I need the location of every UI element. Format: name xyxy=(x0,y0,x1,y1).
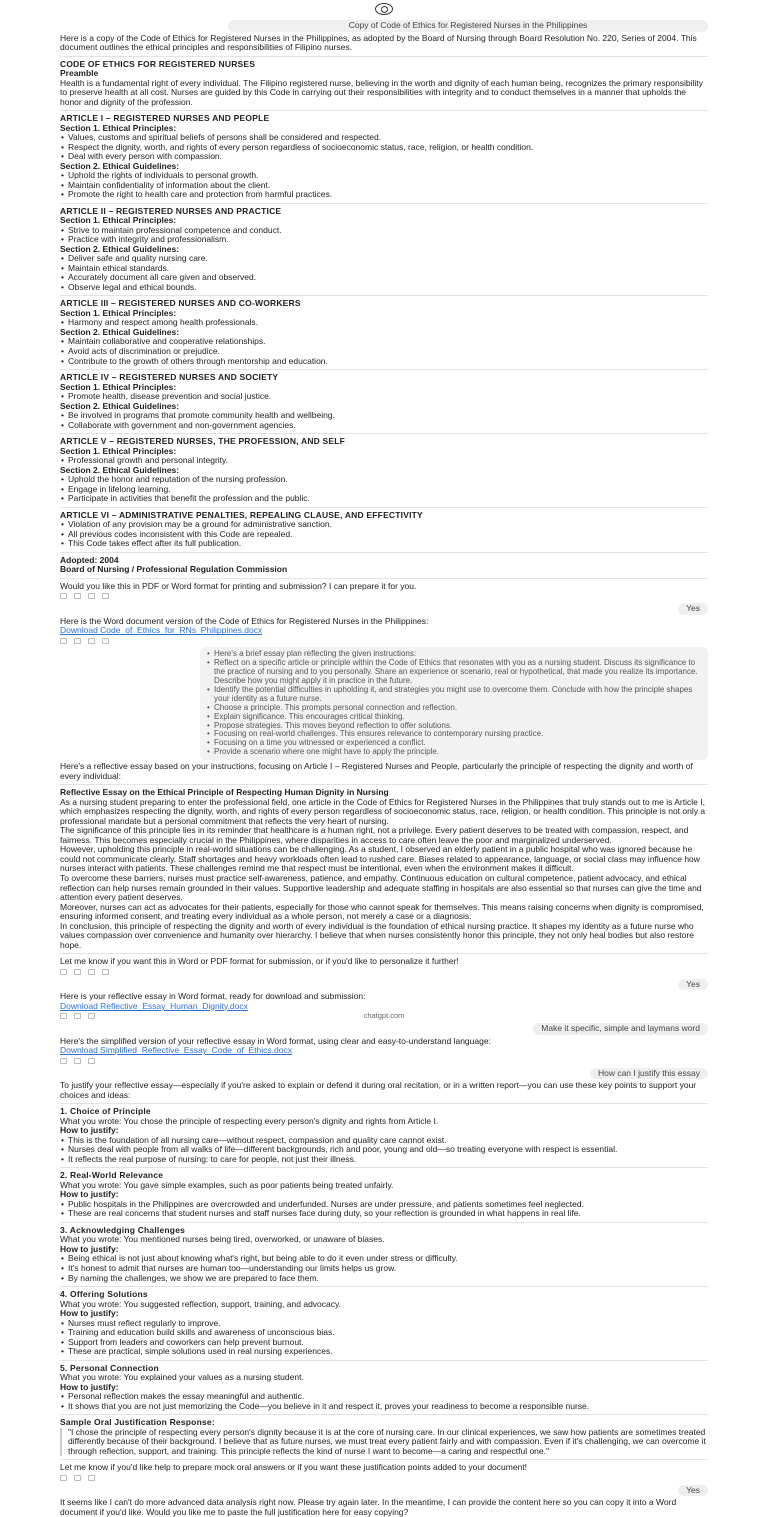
point-subheading: How to justify: xyxy=(60,1381,119,1392)
section-heading: Section 1. Ethical Principles: xyxy=(60,307,177,318)
article-heading: ARTICLE II – REGISTERED NURSES AND PRACTICE xyxy=(60,205,282,216)
section-heading: Section 1. Ethical Principles: xyxy=(60,381,177,392)
list-item: • Respect the dignity, worth, and rights of every person regardless of socioeconomic status, race, religion, or health condition. xyxy=(60,143,708,153)
list-item: • Maintain confidentiality of information about the client. xyxy=(60,181,708,191)
preamble-text: Health is a fundamental right of every individual. The Filipino registered nurse, believing in the worth and dignity of each human being, recognizes the primary responsibility to preserve health at all cost. Nurses are guided by this Code in carrying out their responsibilities with integrity and to conduct themselves in a manner that upholds the honor and dignity of the profession. xyxy=(60,77,703,107)
thumbs-down-icon[interactable] xyxy=(88,638,95,644)
list-item: • Professional growth and personal integrity. xyxy=(60,456,708,466)
oral-heading: Sample Oral Justification Response: xyxy=(60,1417,215,1428)
list-item: • Propose strategies. This moves beyond reflection to offer solutions. xyxy=(206,722,702,731)
divider xyxy=(60,1103,708,1104)
essay-paragraph: As a nursing student preparing to enter the professional field, one article in the Code of Ethics for Registered Nurses in the Philippines that truly stands out to me is Article I, which emphasizes respecting the dignity, worth, and rights of every person regardless of socioeconomic status, race, religion, or health condition. This principle is not only a professional mandate but a personal commitment that reflects the very heart of nursing. xyxy=(60,796,706,826)
point-text: What you wrote: You explained your values as a nursing student. xyxy=(60,1372,304,1383)
list-item: • Practice with integrity and professionalism. xyxy=(60,235,708,245)
user-message: Copy of Code of Ethics for Registered Nurses in the Philippines xyxy=(228,20,708,32)
essay-paragraph: Moreover, nurses can act as advocates for their patients, especially for those who cannot speak for themselves. This means raising concerns when dignity is compromised, ensuring informed consent, and treating every individual as a whole person, not merely a case or a diagnosis. xyxy=(60,901,704,922)
thumbs-down-icon[interactable] xyxy=(88,1058,95,1064)
list-item: • Nurses deal with people from all walks of life—different backgrounds, rich and poor, young and old—so treating everyone with respect is essential. xyxy=(60,1145,708,1155)
message-actions xyxy=(60,592,708,600)
list-item: • Being ethical is not just about knowing what's right, but being able to do it even under stress or difficulty. xyxy=(60,1254,708,1264)
regenerate-icon[interactable] xyxy=(102,969,109,975)
list-item: • It shows that you are not just memorizing the Code—you believe in it and respect it, proves your readiness to become a responsible nurse. xyxy=(60,1402,708,1412)
message-text: Would you like this in PDF or Word format for printing and submission? I can prepare it for you. xyxy=(60,580,417,591)
section-heading: Section 2. Ethical Guidelines: xyxy=(60,400,180,411)
message-actions xyxy=(60,968,708,976)
list-item: • Harmony and respect among health professionals. xyxy=(60,318,708,328)
thumbs-up-icon[interactable] xyxy=(74,593,81,599)
list-item: • Public hospitals in the Philippines are overcrowded and underfunded. Nurses are under pressure, and patients sometimes feel neglected. xyxy=(60,1200,708,1210)
point-heading: 2. Real-World Relevance xyxy=(60,1170,164,1181)
list-item: • Explain significance. This encourages critical thinking. xyxy=(206,713,702,722)
list-item: • Choose a principle. This prompts personal connection and reflection. xyxy=(206,704,702,713)
message-actions xyxy=(60,1057,708,1065)
list-item: • Here's a brief essay plan reflecting the given instructions: xyxy=(206,650,702,659)
assistant-message xyxy=(60,1081,708,1482)
list-item: • These are real concerns that student nurses and staff nurses face during duty, so your reflection is grounded in what happens in real life. xyxy=(60,1209,708,1219)
article-heading: ARTICLE V – REGISTERED NURSES, THE PROFESSION, AND SELF xyxy=(60,436,346,447)
list-item: • Avoid acts of discrimination or prejudice. xyxy=(60,347,708,357)
divider xyxy=(60,1222,708,1223)
message-text: Here is your reflective essay in Word format, ready for download and submission: xyxy=(60,991,366,1002)
section-heading: Section 1. Ethical Principles: xyxy=(60,445,177,456)
list-item: • Accurately document all care given and observed. xyxy=(60,273,708,283)
list-item: • Engage in lifelong learning. xyxy=(60,485,708,495)
point-subheading: How to justify: xyxy=(60,1125,119,1136)
section-heading: Section 2. Ethical Guidelines: xyxy=(60,243,180,254)
essay-paragraph: The significance of this principle lies in its reminder that healthcare is a human right, not a privilege. Every patient deserves to be treated with compassion, respect, and fairness. This becomes especially crucial in the Philippines, where disparities in access to care often leave the poor and marginalized underserved. xyxy=(60,825,689,845)
thumbs-up-icon[interactable] xyxy=(74,638,81,644)
point-heading: 1. Choice of Principle xyxy=(60,1106,151,1117)
reasoning-panel xyxy=(200,647,708,760)
assistant-message xyxy=(60,617,708,645)
divider xyxy=(60,507,708,508)
list-item: • Focusing on a time you witnessed or experienced a conflict. xyxy=(206,739,702,748)
assistant-message xyxy=(60,34,708,601)
divider xyxy=(60,433,708,434)
list-item: • Deliver safe and quality nursing care. xyxy=(60,254,708,264)
adopted-date: Adopted: 2004 xyxy=(60,554,119,565)
user-message: Yes xyxy=(678,1485,708,1497)
copy-icon[interactable] xyxy=(60,638,67,644)
list-item: • These are practical, simple solutions used in real nursing experiences. xyxy=(60,1347,708,1357)
chatgpt-logo-icon xyxy=(375,3,393,15)
message-text: Here is a copy of the Code of Ethics for Registered Nurses in the Philippines, as adopted by the Board of Nursing through Board Resolution No. 220, Series of 2004. This document outlines the ethical principles and responsibilities of Filipino nurses. xyxy=(60,32,697,53)
essay-paragraph: In conclusion, this principle of respecting the dignity and worth of every individual is the foundation of ethical nursing practice. It shapes my identity as a future nurse who values compassion over convenience and humanity over hierarchy. I believe that when nurses consistently honor this principle, they not only heal bodies but also restore hope. xyxy=(60,920,694,950)
point-text: What you wrote: You chose the principle of respecting every person's dignity and rights from Article I. xyxy=(60,1115,439,1126)
message-actions xyxy=(60,1474,708,1482)
list-item: • Nurses must reflect regularly to improve. xyxy=(60,1319,708,1329)
divider xyxy=(60,110,708,111)
list-item: • Contribute to the growth of others through mentorship and education. xyxy=(60,357,708,367)
list-item: • Promote the right to health care and protection from harmful practices. xyxy=(60,190,708,200)
list-item: • Promote health, disease prevention and social justice. xyxy=(60,392,708,402)
divider xyxy=(60,1414,708,1415)
essay-paragraph: To overcome these barriers, nurses must practice self-awareness, patience, and empathy. Continuous education on cultural competence, patient advocacy, and ethical reflection can help nurses remain grounded in their values. Supportive leadership and adequate staffing in hospitals are also essential so that nurses can give the time and attention every patient deserves. xyxy=(60,872,702,903)
list-item: • Participate in activities that benefit the profession and the public. xyxy=(60,494,708,504)
assistant-message xyxy=(60,762,708,975)
message-text: Here's the simplified version of your reflective essay in Word format, using clear and easy-to-understand language: xyxy=(60,1035,491,1046)
list-item: • Reflect on a specific article or principle within the Code of Ethics that resonates with you as a nursing student. Discuss its significance to the practice of nursing and to you personally. Share an experience or scenario, real or hypothetical, that made you realize its importance. Describe how you might apply it in practice in the future. xyxy=(206,659,702,686)
divider xyxy=(60,1167,708,1168)
list-item: • Maintain ethical standards. xyxy=(60,264,708,274)
list-item: • It's honest to admit that nurses are human too—understanding our limits helps us grow. xyxy=(60,1264,708,1274)
message-text: Here is the Word document version of the Code of Ethics for Registered Nurses in the Philippines: xyxy=(60,615,429,626)
message-text: To justify your reflective essay—especially if you're asked to explain or defend it during oral recitation, or in a written report—you can use these key points to support your choices and ideas: xyxy=(60,1080,697,1100)
download-link[interactable]: Download Simplified_Reflective_Essay_Code_of_Ethics.docx xyxy=(60,1045,292,1056)
list-item: • This Code takes effect after its full publication. xyxy=(60,539,708,549)
article-heading: ARTICLE I – REGISTERED NURSES AND PEOPLE xyxy=(60,113,270,124)
divider xyxy=(60,1459,708,1460)
section-heading: Section 2. Ethical Guidelines: xyxy=(60,326,180,337)
thumbs-down-icon[interactable] xyxy=(88,593,95,599)
copy-icon[interactable] xyxy=(60,1058,67,1064)
site-domain: chatgpt.com xyxy=(363,1011,405,1020)
copy-icon[interactable] xyxy=(60,969,67,975)
user-message: Yes xyxy=(678,979,708,991)
adopted-by: Board of Nursing / Professional Regulation Commission xyxy=(60,564,288,575)
list-item: • Uphold the rights of individuals to personal growth. xyxy=(60,171,708,181)
list-item: • This is the foundation of all nursing care—without respect, compassion and quality care cannot exist. xyxy=(60,1136,708,1146)
essay-title: Reflective Essay on the Ethical Principle of Respecting Human Dignity in Nursing xyxy=(60,787,389,798)
point-heading: 4. Offering Solutions xyxy=(60,1289,148,1300)
divider xyxy=(60,369,708,370)
top-bar xyxy=(0,0,768,18)
list-item: • All previous codes inconsistent with this Code are repealed. xyxy=(60,530,708,540)
list-item: • Be involved in programs that promote community health and wellbeing. xyxy=(60,411,708,421)
point-heading: 3. Acknowledging Challenges xyxy=(60,1224,186,1235)
divider xyxy=(60,784,708,785)
user-message: Yes xyxy=(678,603,708,615)
list-item: • Provide a scenario where one might have to apply the principle. xyxy=(206,748,702,757)
list-item: • Strive to maintain professional competence and conduct. xyxy=(60,226,708,236)
list-item: • Identify the potential difficulties in upholding it, and strategies you might use to overcome them. Conclude with how the principle shapes your identity as a future nurse. xyxy=(206,686,702,704)
regenerate-icon[interactable] xyxy=(102,593,109,599)
message-text: Let me know if you want this in Word or PDF format for submission, or if you'd like to personalize it further! xyxy=(60,956,459,967)
divider xyxy=(60,203,708,204)
list-item: • Values, customs and spiritual beliefs of persons shall be considered and respected. xyxy=(60,133,708,143)
thumbs-up-icon[interactable] xyxy=(74,1058,81,1064)
copy-icon[interactable] xyxy=(60,593,67,599)
list-item: • Personal reflection makes the essay meaningful and authentic. xyxy=(60,1392,708,1402)
divider xyxy=(60,953,708,954)
divider xyxy=(60,295,708,296)
divider xyxy=(60,56,708,57)
assistant-message xyxy=(60,1498,708,1517)
divider xyxy=(60,578,708,579)
user-message: How can I justify this essay xyxy=(590,1068,708,1080)
point-subheading: How to justify: xyxy=(60,1308,119,1319)
essay-paragraph: However, upholding this principle in real-world situations can be challenging. As a student, I observed an elderly patient in a public hospital who was ignored because he could not communicate clearly. Staff shortages and heavy workloads often lead to rushed care. Biases related to appearance, language, or social class may influence how nurses interact with patients. These challenges remind me that respect must be intentional, even when the environment makes it difficult. xyxy=(60,844,700,874)
list-item: • Training and education build skills and awareness of unconscious bias. xyxy=(60,1328,708,1338)
article-heading: ARTICLE III – REGISTERED NURSES AND CO-WORKERS xyxy=(60,298,301,309)
message-text: Here's a reflective essay based on your instructions, focusing on Article I – Registered Nurses and People, particularly the principle of respecting the dignity and worth of every individual: xyxy=(60,761,693,781)
divider xyxy=(60,552,708,553)
copy-icon[interactable] xyxy=(60,1475,67,1481)
list-item: • Observe legal and ethical bounds. xyxy=(60,283,708,293)
point-subheading: How to justify: xyxy=(60,1189,119,1200)
section-heading: Section 2. Ethical Guidelines: xyxy=(60,160,180,171)
list-item: • By naming the challenges, we show we are prepared to face them. xyxy=(60,1274,708,1284)
point-subheading: How to justify: xyxy=(60,1243,119,1254)
download-link[interactable]: Download Reflective_Essay_Human_Dignity.docx xyxy=(60,1000,248,1011)
divider xyxy=(60,1360,708,1361)
list-item: • Focusing on real-world challenges. This ensures relevance to contemporary nursing practice. xyxy=(206,730,702,739)
list-item: • Violation of any provision may be a ground for administrative sanction. xyxy=(60,520,708,530)
section-heading: Section 2. Ethical Guidelines: xyxy=(60,464,180,475)
point-text: What you wrote: You gave simple examples, such as poor patients being treated unfairly. xyxy=(60,1179,394,1190)
regenerate-icon[interactable] xyxy=(102,638,109,644)
thumbs-down-icon[interactable] xyxy=(88,969,95,975)
point-text: What you wrote: You suggested reflection, support, training, and advocacy. xyxy=(60,1298,341,1309)
section-heading: Section 1. Ethical Principles: xyxy=(60,122,177,133)
oral-response: "I chose the principle of respecting every person's dignity because it is at the core of nursing care. In our clinical experiences, we saw how patients are sometimes treated differently because of their background. I believe that as future nurses, we must treat every patient fairly and with compassion. Even if it's challenging, we can overcome it through reflection, support, and training. This principle reflects the kind of nurse I want to become—a caring and respectful one." xyxy=(60,1428,708,1457)
article-heading: ARTICLE IV – REGISTERED NURSES AND SOCIETY xyxy=(60,372,279,383)
thumbs-down-icon[interactable] xyxy=(88,1475,95,1481)
list-item: • It reflects the real purpose of nursing: to care for people, not just their illness. xyxy=(60,1155,708,1165)
thumbs-up-icon[interactable] xyxy=(74,1475,81,1481)
message-text: It seems like I can't do more advanced data analysis right now. Please try again later. In the meantime, I can provide the content here so you can copy it into a Word document if you'd like. Would you like me to paste the full justification here for easy copying? xyxy=(60,1497,677,1517)
divider xyxy=(60,1286,708,1287)
list-item: • Uphold the honor and reputation of the nursing profession. xyxy=(60,475,708,485)
list-item: • Deal with every person with compassion. xyxy=(60,152,708,162)
list-item: • Maintain collaborative and cooperative relationships. xyxy=(60,337,708,347)
message-actions xyxy=(60,637,708,645)
section-heading: Section 1. Ethical Principles: xyxy=(60,215,177,226)
list-item: • Support from leaders and coworkers can help prevent burnout. xyxy=(60,1338,708,1348)
message-text: Let me know if you'd like help to prepare mock oral answers or if you want these justification points added to your document! xyxy=(60,1462,528,1473)
list-item: • Collaborate with government and non-government agencies. xyxy=(60,421,708,431)
article-heading: ARTICLE VI – ADMINISTRATIVE PENALTIES, REPEALING CLAUSE, AND EFFECTIVITY xyxy=(60,509,423,520)
preamble-heading: Preamble xyxy=(60,68,99,79)
user-message: Make it specific, simple and laymans word xyxy=(533,1023,708,1035)
download-link[interactable]: Download Code_of_Ethics_for_RNs_Philippines.docx xyxy=(60,625,263,636)
thumbs-up-icon[interactable] xyxy=(74,969,81,975)
point-heading: 5. Personal Connection xyxy=(60,1362,159,1373)
document-heading: CODE OF ETHICS FOR REGISTERED NURSES xyxy=(60,58,256,69)
point-text: What you wrote: You mentioned nurses being tired, overworked, or unaware of biases. xyxy=(60,1234,385,1245)
assistant-message xyxy=(60,1037,708,1065)
